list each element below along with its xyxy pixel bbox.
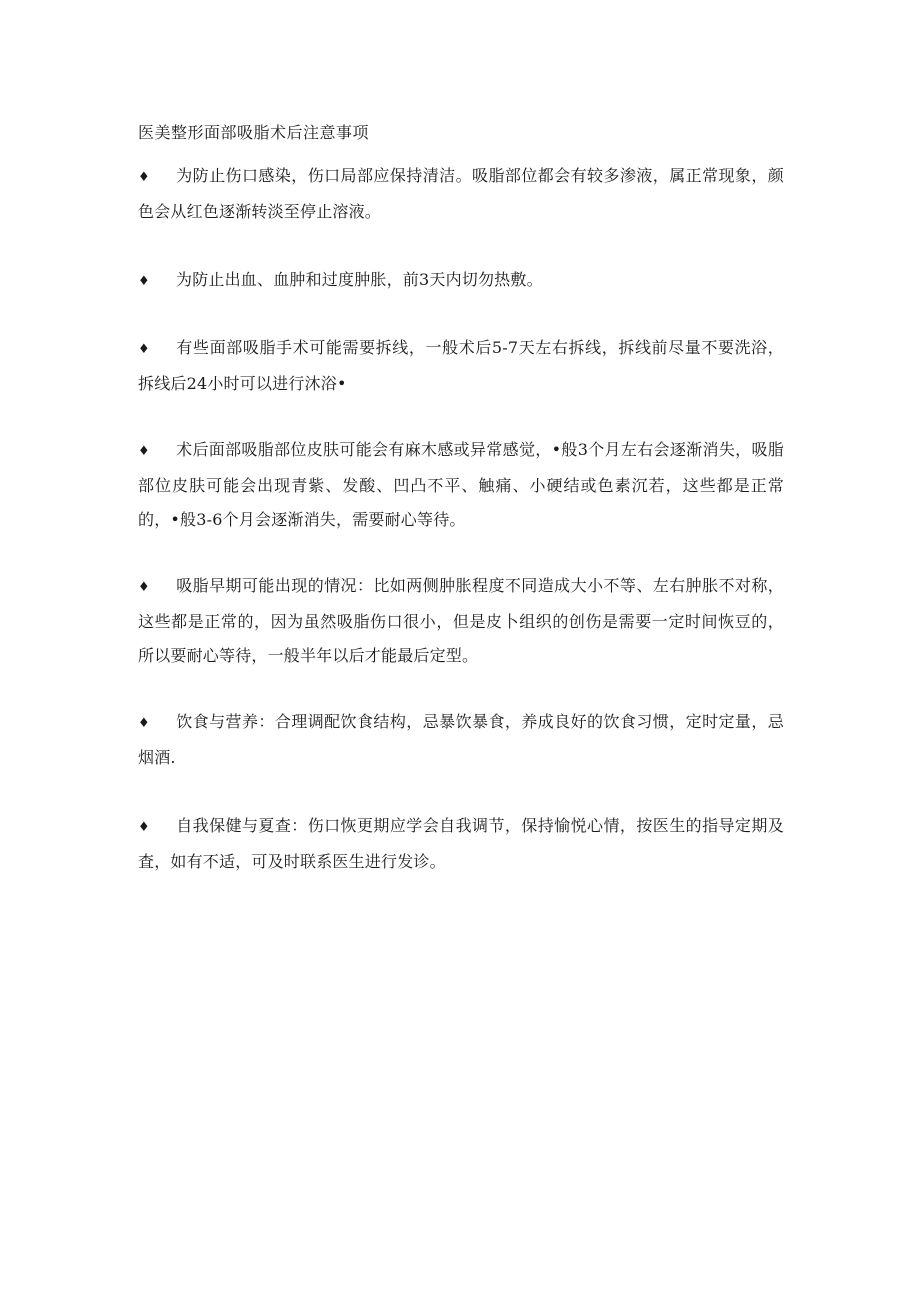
list-item-text: 术后面部吸脂部位皮肤可能会有麻木感或异常感觉，•般3个月左右会逐渐消失，吸脂部位皮肤可能会出现青紫、发酸、凹凸不平、触痛、小硬结或色素沉若，这些都是正常的，•般3-6个月会逐渐消失，需要耐心等待。 [138,440,784,529]
diamond-bullet-icon: ♦ [138,820,150,835]
list-item [138,569,784,673]
list-item [138,705,784,775]
list-item [138,159,784,229]
diamond-bullet-icon: ♦ [138,580,150,595]
list-item-text: 有些面部吸脂手术可能需要拆线，一般术后5-7天左右拆线，拆线前尽量不要洗浴，拆线后24小时可以进行沐浴• [138,338,784,393]
list-item [138,433,784,537]
list-item [138,263,784,299]
list-item [138,809,784,879]
list-item-text: 为防止出血、血肿和过度肿胀，前3天内切勿热敷。 [176,270,543,289]
list-item-text: 吸脂早期可能出现的情况：比如两侧肿胀程度不同造成大小不等、左右肿胀不对称，这些都是正常的，因为虽然吸脂伤口很小，但是皮卜组织的创伤是需要一定时间恢豆的，所以要耐心等待，一般半年以后才能最后定型。 [138,576,784,665]
diamond-bullet-icon: ♦ [138,274,150,289]
list-item-text: 自我保健与夏查：伤口恢更期应学会自我调节，保持愉悦心情，按医生的指导定期及査，如有不适，可及时联系医生进行发诊。 [138,816,784,871]
diamond-bullet-icon: ♦ [138,342,150,357]
diamond-bullet-icon: ♦ [138,170,150,185]
list-item-text: 为防止伤口感染，伤口局部应保持清洁。吸脂部位都会有较多渗液，属正常现象，颜色会从红色逐渐转淡至停止溶液。 [138,166,784,221]
diamond-bullet-icon: ♦ [138,444,150,459]
list-item [138,331,784,401]
list-item-text: 饮食与营养：合理调配饮食结构，忌暴饮暴食，养成良好的饮食习惯，定时定量，忌烟酒. [138,712,784,767]
document-title: 医美整形面部吸脂术后注意事项 [138,123,370,142]
diamond-bullet-icon: ♦ [138,716,150,731]
